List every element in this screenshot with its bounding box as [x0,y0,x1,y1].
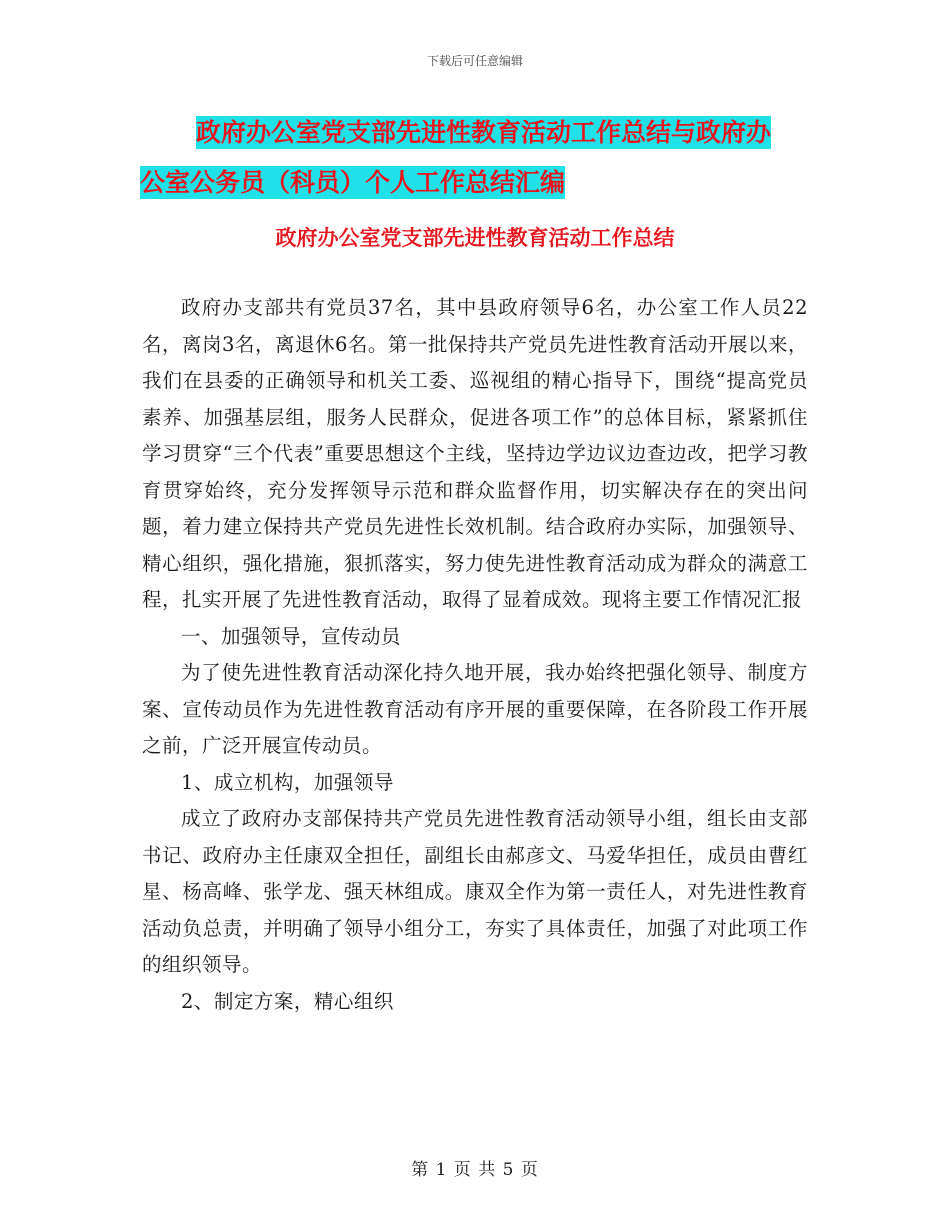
paragraph: 为了使先进性教育活动深化持久地开展，我办始终把强化领导、制度方案、宣传动员作为先进性教育活动有序开展的重要保障，在各阶段工作开展之前，广泛开展宣传动员。 [142,661,808,757]
page-footer: 第 1 页 共 5 页 [411,1160,539,1180]
section-title: 政府办公室党支部先进性教育活动工作总结 [275,226,675,250]
subsection-heading: 2、制定方案，精心组织 [181,989,394,1013]
title-line-1: 政府办公室党支部先进性教育活动工作总结与政府办 [196,118,772,147]
title-line-2: 公室公务员（科员）个人工作总结汇编 [140,168,566,197]
paragraph: 政府办支部共有党员37名，其中县政府领导6名，办公室工作人员22名，离岗3名，离退休6名。第一批保持共产党员先进性教育活动开展以来，我们在县委的正确领导和机关工委、巡视组的精心指导下，围绕“提高党员素养、加强基层组，服务人民群众，促进各项工作”的总体目标，紧紧抓住学习贯穿“三个代表”重要思想这个主线，坚持边学边议边查边改，把学习教育贯穿始终，充分发挥领导示范和群众监督作用，切实解决存在的突出问题，着力建立保持共产党员先进性长效机制。结合政府办实际，加强领导、精心组织，强化措施，狠抓落实，努力使先进性教育活动成为群众的满意工程，扎实开展了先进性教育活动，取得了显着成效。现将主要工作情况汇报 [142,296,808,611]
document-title [140,108,820,208]
document-body [142,290,808,1020]
paragraph: 成立了政府办支部保持共产党员先进性教育活动领导小组，组长由支部书记、政府办主任康双全担任，副组长由郝彦文、马爱华担任，成员由曹红星、杨高峰、张学龙、强天林组成。康双全作为第一责任人，对先进性教育活动负总责，并明确了领导小组分工，夯实了具体责任，加强了对此项工作的组织领导。 [142,807,808,976]
subsection-heading: 1、成立机构，加强领导 [181,770,394,794]
page-header-note: 下载后可任意编辑 [426,54,523,68]
section-heading: 一、加强领导，宣传动员 [181,624,402,648]
